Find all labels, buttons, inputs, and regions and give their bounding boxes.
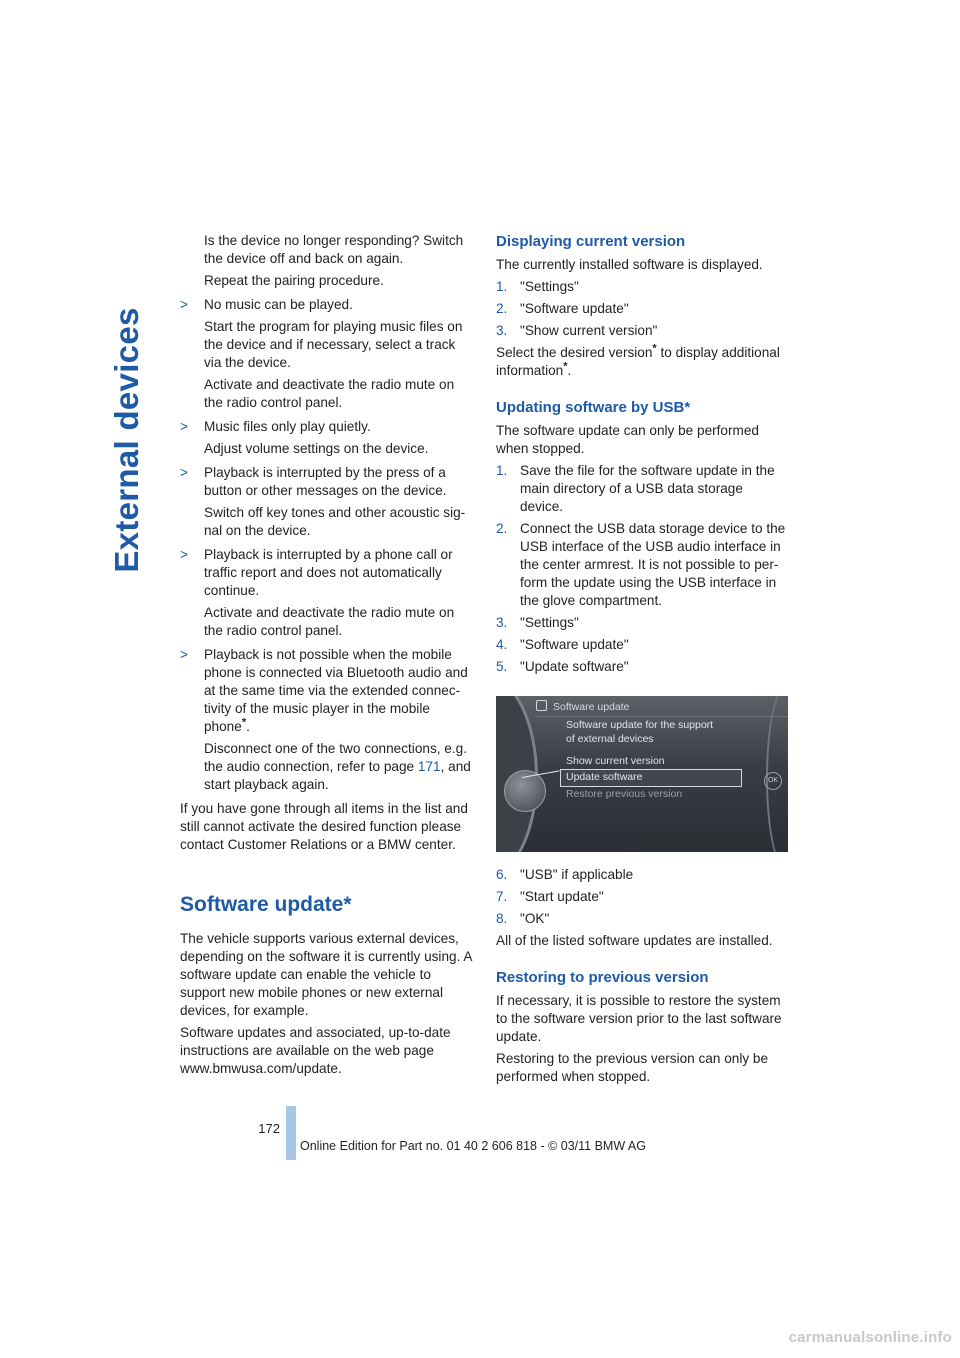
numbered-step xyxy=(496,888,788,906)
paragraph: The currently installed software is displayed. xyxy=(496,257,763,272)
list-item xyxy=(180,464,472,540)
step-number: 2. xyxy=(496,301,508,316)
step-text: "USB" if applicable xyxy=(520,867,634,882)
text-part: to display additional information xyxy=(496,345,780,378)
menu-item-restore-version[interactable]: Restore previous version xyxy=(566,788,683,800)
list-item-text-main: Playback is not possible when the mobile phone is connected via Bluetooth audio and at the same time via the extended connec-tivity of the music player in the mobile phone xyxy=(204,647,468,734)
step-text: "Software update" xyxy=(520,637,629,652)
ok-button[interactable]: OK xyxy=(764,772,782,790)
list-item xyxy=(180,546,472,640)
watermark: carmanualsonline.info xyxy=(788,1329,952,1346)
paragraph: If necessary, it is possible to restore the system to the software version prior to the last software update. xyxy=(496,993,782,1044)
step-number: 1. xyxy=(496,463,508,478)
heading-updating-usb: Updating software by USB* xyxy=(496,399,691,416)
page-link-171[interactable]: 171 xyxy=(417,759,441,774)
paragraph: The software update can only be performed when stopped. xyxy=(496,423,759,456)
step-text: "Show current version" xyxy=(520,323,658,338)
step-number: 5. xyxy=(496,659,508,674)
list-item-subtext xyxy=(204,740,472,794)
paragraph xyxy=(496,344,788,380)
screen-text-line: of external devices xyxy=(566,733,654,745)
option-star: * xyxy=(652,342,657,355)
numbered-step xyxy=(496,614,788,632)
list-item-text: Music files only play quietly. xyxy=(204,419,371,434)
option-star: * xyxy=(563,360,568,373)
numbered-step xyxy=(496,866,788,884)
bullet-marker: > xyxy=(180,297,188,312)
step-text: Connect the USB data storage device to the USB interface of the USB audio interface in the center armrest. It is not possible to per-form the update using the USB interface in the glove compartment. xyxy=(520,521,786,608)
numbered-step xyxy=(496,636,788,654)
menu-item-show-version[interactable]: Show current version xyxy=(566,755,665,767)
step-text: "Software update" xyxy=(520,301,629,316)
list-item-subtext: Switch off key tones and other acoustic sig-nal on the device. xyxy=(204,505,466,538)
section-title-vertical xyxy=(104,230,150,650)
step-number: 4. xyxy=(496,637,508,652)
step-number: 7. xyxy=(496,889,508,904)
step-text: "Settings" xyxy=(520,279,579,294)
numbered-step xyxy=(496,520,788,610)
text-part: Select the desired version xyxy=(496,345,653,360)
step-text: "Start update" xyxy=(520,889,604,904)
option-star: * xyxy=(241,716,247,729)
step-text: Save the file for the software update in the main directory of a USB data storage device. xyxy=(520,463,775,514)
numbered-step xyxy=(496,300,788,318)
numbered-step xyxy=(496,462,788,516)
list-item-subtext: Activate and deactivate the radio mute on the radio control panel. xyxy=(204,377,455,410)
step-number: 1. xyxy=(496,279,508,294)
list-item-subtext: Start the program for playing music files on the device and if necessary, select a track via the device. xyxy=(204,319,463,370)
step-number: 2. xyxy=(496,521,508,536)
page-number: 172 xyxy=(258,1121,280,1136)
step-number: 8. xyxy=(496,911,508,926)
heading-software-update: Software update* xyxy=(180,893,352,916)
list-item-text: Playback is interrupted by a phone call or traffic report and does not automatically continue. xyxy=(204,547,453,598)
numbered-step xyxy=(496,322,788,340)
screen-header-text: Software update xyxy=(553,701,630,713)
step-number: 3. xyxy=(496,323,508,338)
footer-edition: Online Edition for Part no. 01 40 2 606 818 - © 03/11 BMW AG xyxy=(300,1139,646,1153)
step-text: "OK" xyxy=(520,911,550,926)
period: . xyxy=(567,363,572,378)
numbered-step xyxy=(496,910,788,928)
subtext-post: , and start playback again. xyxy=(204,759,471,792)
list-item-subtext: Adjust volume settings on the device. xyxy=(204,441,429,456)
paragraph: Is the device no longer responding? Switch the device off and back on again. xyxy=(204,233,464,266)
bullet-marker: > xyxy=(180,647,188,662)
period: . xyxy=(246,719,250,734)
footer-accent-bar xyxy=(286,1106,296,1160)
list-item xyxy=(180,418,472,458)
section-title-text: External devices xyxy=(108,307,145,573)
heading-displaying-version: Displaying current version xyxy=(496,233,686,250)
menu-back-icon xyxy=(536,700,547,711)
bullet-marker: > xyxy=(180,465,188,480)
list-item-subtext: Activate and deactivate the radio mute on the radio control panel. xyxy=(204,605,455,638)
list-item xyxy=(180,646,472,794)
subtext-pre: Disconnect one of the two connections, e.g. the audio connection, refer to page xyxy=(204,741,467,774)
list-item-text: Playback is interrupted by the press of a button or other messages on the device. xyxy=(204,465,447,498)
bullet-marker: > xyxy=(180,419,188,434)
screen-text-line: Software update for the support xyxy=(566,719,714,731)
step-number: 3. xyxy=(496,615,508,630)
step-text: "Settings" xyxy=(520,615,579,630)
bullet-marker: > xyxy=(180,547,188,562)
screen-header xyxy=(536,698,788,717)
heading-restoring-version: Restoring to previous version xyxy=(496,969,709,986)
paragraph: The vehicle supports various external devices, depending on the software it is currently using. A software update can enable the vehicle to support new mobile phones or new external devices, for example. xyxy=(180,931,472,1018)
paragraph: All of the listed software updates are installed. xyxy=(496,933,773,948)
paragraph: If you have gone through all items in the list and still cannot activate the desired function please contact Customer Relations or a BMW center. xyxy=(180,801,468,852)
idrive-screenshot xyxy=(496,696,788,852)
menu-item-update-software[interactable]: Update software xyxy=(566,771,643,783)
paragraph: Restoring to the previous version can only be performed when stopped. xyxy=(496,1051,769,1084)
right-column xyxy=(496,232,788,1090)
list-item-text: No music can be played. xyxy=(204,297,353,312)
left-column xyxy=(180,232,472,1082)
numbered-step xyxy=(496,658,788,676)
numbered-step xyxy=(496,278,788,296)
step-text: "Update software" xyxy=(520,659,629,674)
paragraph: Software updates and associated, up-to-date instructions are available on the web page www.bmwusa.com/update. xyxy=(180,1025,451,1076)
paragraph: Repeat the pairing procedure. xyxy=(204,273,384,288)
list-item-text xyxy=(204,646,472,736)
step-number: 6. xyxy=(496,867,508,882)
list-item xyxy=(180,296,472,412)
